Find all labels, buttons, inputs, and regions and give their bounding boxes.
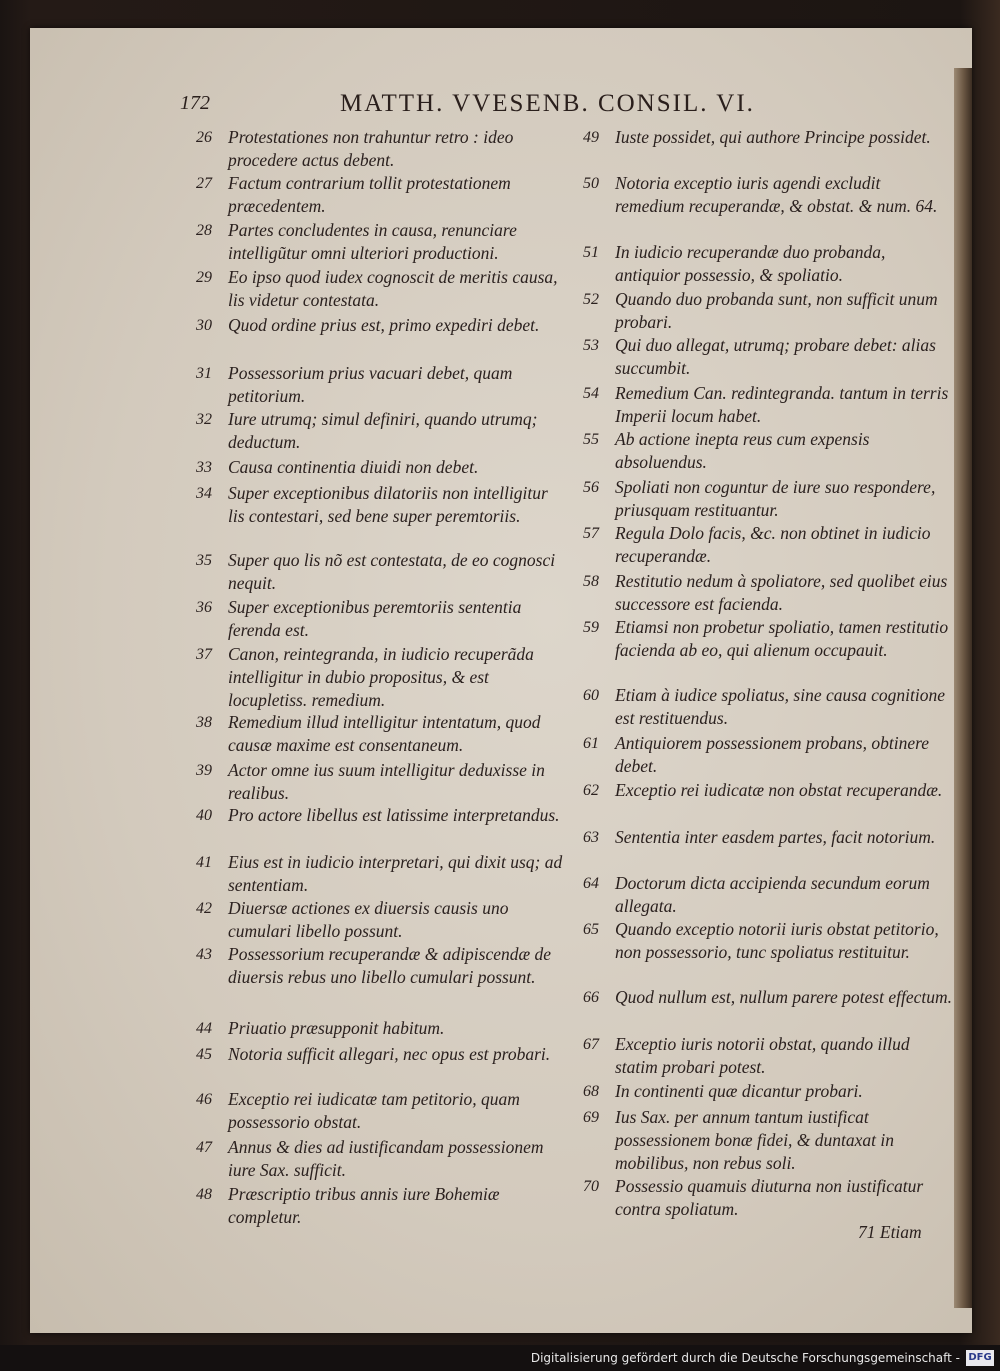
entry-number: 57 — [583, 525, 599, 542]
page-edge — [954, 68, 972, 1308]
entry-text: In iudicio recuperandæ duo probanda, antiquior possessio, & spoliatio. — [615, 242, 886, 285]
index-entry — [583, 288, 953, 334]
running-title: MATTH. VVESENB. CONSIL. VI. — [340, 90, 755, 117]
entry-text: Etiamsi non probetur spoliatio, tamen restitutio facienda ab eo, qui alienum occupauit. — [615, 617, 949, 660]
index-entry — [583, 616, 953, 662]
entry-number: 53 — [583, 337, 599, 354]
entry-text: Causa continentia diuidi non debet. — [228, 457, 479, 477]
entry-text: Quod nullum est, nullum parere potest effectum. — [615, 987, 952, 1007]
entry-number: 43 — [196, 946, 212, 963]
entry-text: Protestationes non trahuntur retro : ideo procedere actus debent. — [228, 127, 514, 170]
entry-number: 37 — [196, 646, 212, 663]
entry-number: 40 — [196, 807, 212, 824]
entry-text: Pro actore libellus est latissime interpretandus. — [228, 805, 560, 825]
entry-text: In continenti quæ dicantur probari. — [615, 1081, 863, 1101]
entry-number: 69 — [583, 1109, 599, 1126]
entry-number: 31 — [196, 365, 212, 382]
entry-text: Factum contrarium tollit protestationem præcedentem. — [228, 173, 511, 216]
index-entry — [583, 826, 953, 849]
dfg-logo-icon: DFG — [966, 1350, 994, 1366]
index-entry — [196, 1136, 566, 1182]
entry-number: 50 — [583, 175, 599, 192]
entry-text: Partes concludentes in causa, renunciare intelligũtur omni ulteriori productioni. — [228, 220, 517, 263]
entry-number: 49 — [583, 129, 599, 146]
index-entry — [583, 570, 953, 616]
entry-number: 56 — [583, 479, 599, 496]
index-entry — [583, 522, 953, 568]
entry-number: 52 — [583, 291, 599, 308]
footer-bar — [0, 1345, 1000, 1371]
index-entry — [196, 897, 566, 943]
entry-number: 26 — [196, 129, 212, 146]
index-entry — [196, 1017, 566, 1040]
entry-number: 68 — [583, 1083, 599, 1100]
entry-text: Annus & dies ad iustificandam possessionem iure Sax. sufficit. — [228, 1137, 544, 1180]
running-head — [180, 90, 960, 124]
index-entry — [196, 1088, 566, 1134]
entry-text: Antiquiorem possessionem probans, obtinere debet. — [615, 733, 930, 776]
entry-number: 59 — [583, 619, 599, 636]
entry-text: Sententia inter easdem partes, facit notorium. — [615, 827, 936, 847]
entry-text: Ius Sax. per annum tantum iustificat possessionem bonæ fidei, & duntaxat in mobilibus, non rebus soli. — [615, 1107, 895, 1173]
entry-number: 64 — [583, 875, 599, 892]
entry-text: Remedium Can. redintegranda. tantum in terris Imperii locum habet. — [615, 383, 949, 426]
entry-number: 44 — [196, 1020, 212, 1037]
entry-text: Iure utrumq; simul definiri, quando utrumq; deductum. — [228, 409, 538, 452]
entry-text: Diuersæ actiones ex diuersis causis uno cumulari libello possunt. — [228, 898, 509, 941]
index-entry — [196, 172, 566, 218]
entry-number: 45 — [196, 1046, 212, 1063]
index-entry — [196, 362, 566, 408]
entry-number: 30 — [196, 317, 212, 334]
entry-text: Quando duo probanda sunt, non sufficit unum probari. — [615, 289, 938, 332]
index-entry — [196, 266, 566, 312]
entry-text: Possessorium prius vacuari debet, quam petitorium. — [228, 363, 513, 406]
index-entry — [583, 334, 953, 380]
entry-text: Eo ipso quod iudex cognoscit de meritis causa, lis videtur contestata. — [228, 267, 558, 310]
entry-text: Quod ordine prius est, primo expediri debet. — [228, 315, 540, 335]
entry-number: 29 — [196, 269, 212, 286]
entry-number: 42 — [196, 900, 212, 917]
entry-number: 38 — [196, 714, 212, 731]
funding-note: Digitalisierung gefördert durch die Deutsche Forschungsgemeinschaft - — [530, 1351, 960, 1365]
index-entry — [583, 126, 953, 149]
entry-text: Spoliati non coguntur de iure suo respondere, priusquam restituantur. — [615, 477, 936, 520]
index-entry — [583, 1106, 953, 1175]
entry-text: Canon, reintegranda, in iudicio recuperãda intelligitur in dubio propositus, & est locupletiss. remedium. — [228, 644, 534, 710]
entry-number: 32 — [196, 411, 212, 428]
entry-text: Exceptio rei iudicatæ tam petitorio, quam possessorio obstat. — [228, 1089, 520, 1132]
entry-text: Possessorium recuperandæ & adipiscendæ de diuersis rebus uno libello cumulari possunt. — [228, 944, 552, 987]
entry-number: 34 — [196, 485, 212, 502]
entry-text: Restitutio nedum à spoliatore, sed quolibet eius successore est facienda. — [615, 571, 948, 614]
entry-number: 48 — [196, 1186, 212, 1203]
index-entry — [583, 918, 953, 964]
entry-number: 70 — [583, 1178, 599, 1195]
entry-text: Etiam à iudice spoliatus, sine causa cognitione est restituendus. — [615, 685, 946, 728]
entry-number: 27 — [196, 175, 212, 192]
entry-text: Qui duo allegat, utrumq; probare debet: alias succumbit. — [615, 335, 936, 378]
catchword: 71 Etiam — [858, 1222, 922, 1242]
entry-number: 47 — [196, 1139, 212, 1156]
entry-number: 39 — [196, 762, 212, 779]
index-entry — [583, 986, 953, 1009]
entry-text: Actor omne ius suum intelligitur deduxisse in realibus. — [228, 760, 545, 803]
index-entry — [196, 943, 566, 989]
index-entry — [196, 804, 566, 827]
index-entry — [583, 172, 953, 218]
entry-text: Exceptio rei iudicatæ non obstat recuperandæ. — [615, 780, 943, 800]
entry-text: Notoria exceptio iuris agendi excludit remedium recuperandæ, & obstat. & num. 64. — [615, 173, 938, 216]
index-entry — [196, 314, 566, 337]
index-entry — [583, 684, 953, 730]
entry-number: 65 — [583, 921, 599, 938]
index-entry — [583, 732, 953, 778]
entry-text: Iuste possidet, qui authore Principe possidet. — [615, 127, 931, 147]
entry-number: 36 — [196, 599, 212, 616]
entry-number: 61 — [583, 735, 599, 752]
entry-text: Quando exceptio notorii iuris obstat petitorio, non possessorio, tunc spoliatus restituitur. — [615, 919, 939, 962]
index-entry — [196, 643, 566, 712]
entry-text: Eius est in iudicio interpretari, qui dixit usq; ad sententiam. — [228, 852, 563, 895]
index-entry — [196, 851, 566, 897]
index-entry — [196, 549, 566, 595]
entry-number: 58 — [583, 573, 599, 590]
entry-number: 66 — [583, 989, 599, 1006]
index-entry — [196, 456, 566, 479]
page-number: 172 — [180, 92, 210, 114]
entry-text: Super exceptionibus peremtoriis sententia ferenda est. — [228, 597, 522, 640]
entry-text: Doctorum dicta accipienda secundum eorum allegata. — [615, 873, 930, 916]
entry-number: 51 — [583, 244, 599, 261]
entry-number: 63 — [583, 829, 599, 846]
entry-number: 55 — [583, 431, 599, 448]
index-entry — [196, 482, 566, 528]
index-entry — [583, 241, 953, 287]
index-entry — [196, 219, 566, 265]
index-entry — [583, 476, 953, 522]
entry-number: 35 — [196, 552, 212, 569]
entry-text: Priuatio præsupponit habitum. — [228, 1018, 445, 1038]
entry-text: Super exceptionibus dilatoriis non intelligitur lis contestari, sed bene super peremtoriis. — [228, 483, 548, 526]
entry-text: Remedium illud intelligitur intentatum, quod causæ maxime est consentaneum. — [228, 712, 541, 755]
entry-number: 46 — [196, 1091, 212, 1108]
index-entry — [196, 408, 566, 454]
index-entry — [583, 1080, 953, 1103]
index-entry — [583, 428, 953, 474]
index-entry — [583, 872, 953, 918]
entry-text: Regula Dolo facis, &c. non obtinet in iudicio recuperandæ. — [615, 523, 931, 566]
index-entry — [196, 711, 566, 757]
entry-number: 41 — [196, 854, 212, 871]
entry-number: 67 — [583, 1036, 599, 1053]
index-entry — [583, 779, 953, 802]
index-entry — [196, 596, 566, 642]
entry-text: Notoria sufficit allegari, nec opus est probari. — [228, 1044, 551, 1064]
index-entry — [583, 1033, 953, 1079]
index-entry — [196, 1183, 566, 1229]
index-entry — [583, 1175, 953, 1221]
entry-text: Possessio quamuis diuturna non iustificatur contra spoliatum. — [615, 1176, 924, 1219]
entry-number: 60 — [583, 687, 599, 704]
index-entry — [583, 382, 953, 428]
entry-text: Super quo lis nõ est contestata, de eo cognosci nequit. — [228, 550, 556, 593]
index-entry — [196, 126, 566, 172]
entry-text: Exceptio iuris notorii obstat, quando illud statim probari potest. — [615, 1034, 910, 1077]
entry-text: Ab actione inepta reus cum expensis absoluendus. — [615, 429, 870, 472]
entry-number: 28 — [196, 222, 212, 239]
entry-number: 54 — [583, 385, 599, 402]
index-entry — [196, 759, 566, 805]
index-entry — [196, 1043, 566, 1066]
entry-number: 33 — [196, 459, 212, 476]
entry-text: Præscriptio tribus annis iure Bohemiæ completur. — [228, 1184, 500, 1227]
entry-number: 62 — [583, 782, 599, 799]
